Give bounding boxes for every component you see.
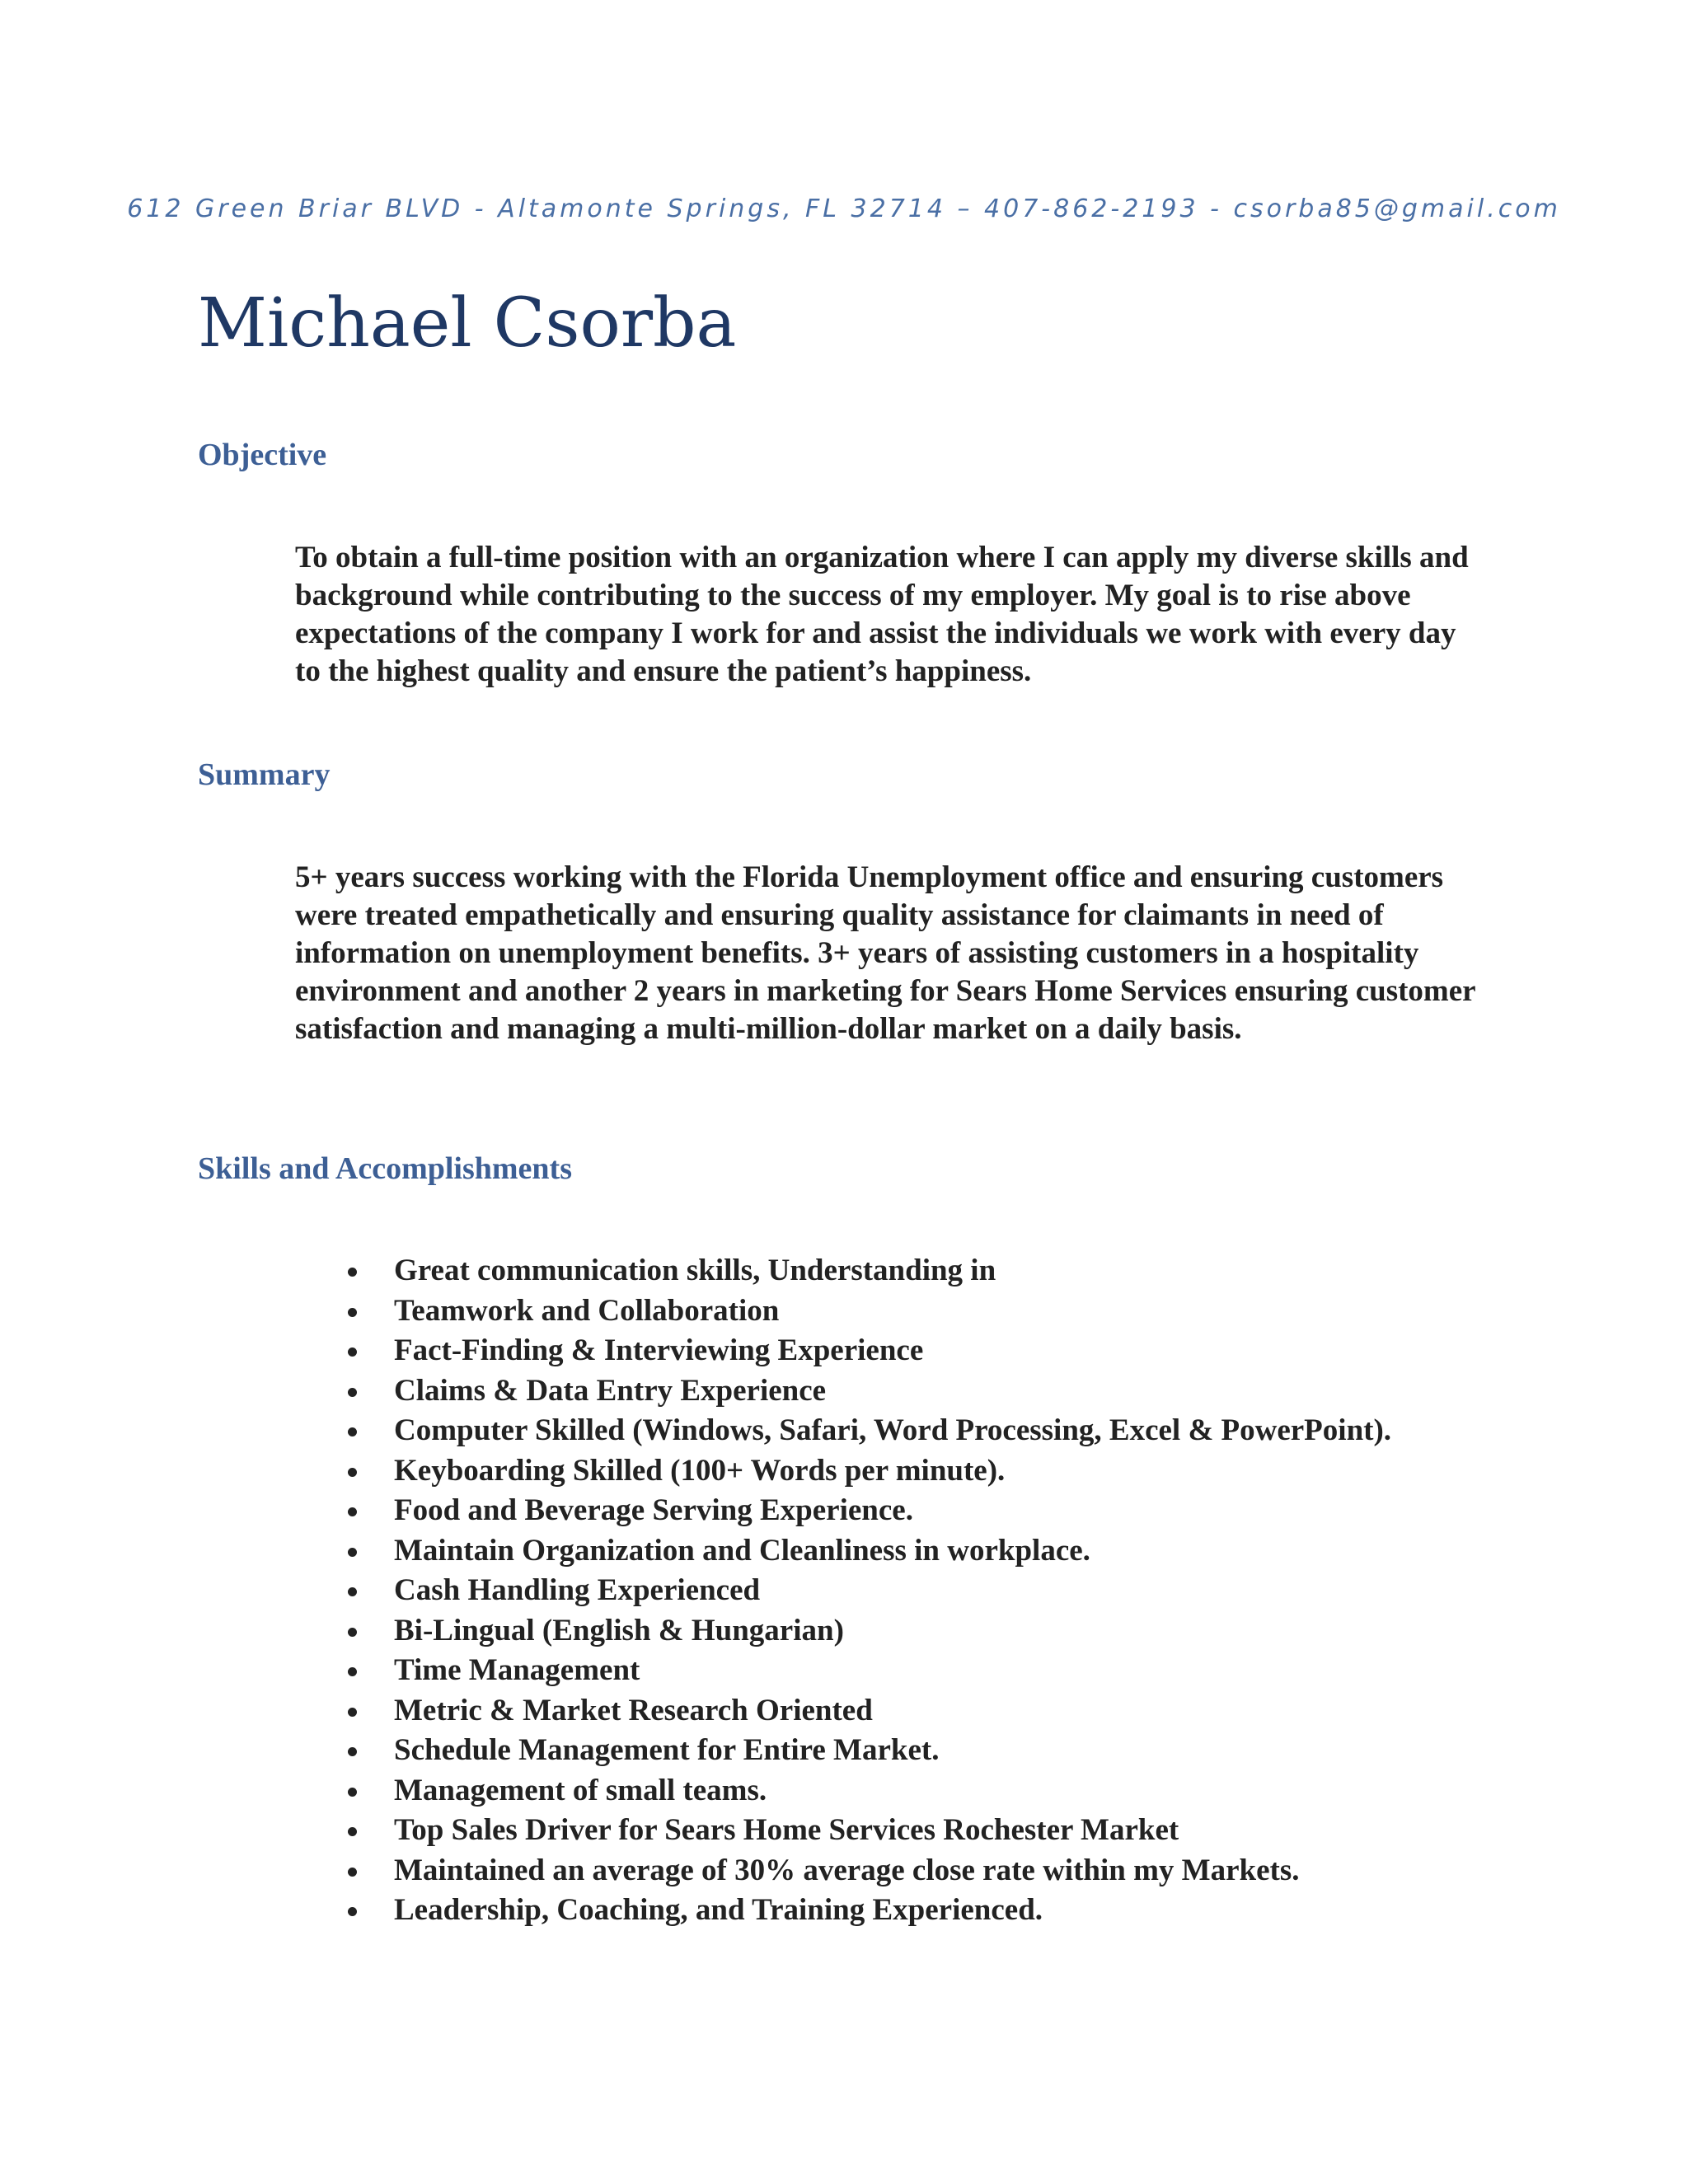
contact-line: 612 Green Briar BLVD - Altamonte Springs, FL 32714 – 407-862-2193 - csorba85@gmail.com	[127, 194, 1561, 223]
bullet-icon	[348, 1667, 357, 1676]
list-item	[346, 1291, 1391, 1332]
bullet-icon	[348, 1628, 357, 1637]
list-item	[346, 1811, 1391, 1851]
bullet-icon	[348, 1827, 357, 1836]
skill-text: Schedule Management for Entire Market.	[394, 1733, 940, 1767]
skill-text: Claims & Data Entry Experience	[394, 1373, 827, 1408]
skill-text: Management of small teams.	[394, 1773, 767, 1807]
list-item	[346, 1331, 1391, 1371]
objective-heading: Objective	[198, 438, 327, 472]
objective-text: To obtain a full-time position with an organization where I can apply my diverse skills and background while contributing to the success of my employer. My goal is to rise above expectations of the company I work for and assist the individuals we work with every day to the highest quality and ensure the patient’s happiness.	[295, 541, 1469, 688]
list-item	[346, 1491, 1391, 1531]
summary-text: 5+ years success working with the Florida Unemployment office and ensuring customers were treated empathetically and ensuring quality assistance for claimants in need of information on unemployment benefits. 3+ years of assisting customers in a hospitality environment and another 2 years in marketing for Sears Home Services ensuring customer satisfaction and managing a multi-million-dollar market on a daily basis.	[295, 860, 1475, 1046]
bullet-icon	[348, 1868, 357, 1877]
bullet-icon	[348, 1468, 357, 1477]
skill-text: Food and Beverage Serving Experience.	[394, 1493, 913, 1527]
skill-text: Metric & Market Research Oriented	[394, 1693, 873, 1727]
list-item	[346, 1371, 1391, 1412]
skill-text: Bi-Lingual (English & Hungarian)	[394, 1613, 844, 1647]
skill-text: Teamwork and Collaboration	[394, 1293, 780, 1328]
bullet-icon	[348, 1548, 357, 1557]
list-item	[346, 1531, 1391, 1572]
list-item	[346, 1451, 1391, 1492]
skill-text: Maintain Organization and Cleanliness in workplace.	[394, 1533, 1090, 1568]
bullet-icon	[348, 1268, 357, 1277]
list-item	[346, 1691, 1391, 1732]
bullet-icon	[348, 1427, 357, 1436]
bullet-icon	[348, 1708, 357, 1717]
bullet-icon	[348, 1388, 357, 1397]
bullet-icon	[348, 1308, 357, 1317]
list-item	[346, 1771, 1391, 1811]
list-item	[346, 1251, 1391, 1291]
skill-text: Top Sales Driver for Sears Home Services Rochester Market	[394, 1813, 1179, 1847]
list-item	[346, 1611, 1391, 1652]
list-item	[346, 1571, 1391, 1611]
skill-text: Great communication skills, Understanding in	[394, 1254, 996, 1287]
list-item	[346, 1851, 1391, 1891]
skill-text: Cash Handling Experienced	[394, 1573, 761, 1607]
list-item	[346, 1731, 1391, 1771]
list-item	[346, 1891, 1391, 1931]
skill-text: Time Management	[394, 1653, 640, 1687]
skill-text: Leadership, Coaching, and Training Experienced.	[394, 1893, 1043, 1927]
skill-text: Maintained an average of 30% average close rate within my Markets.	[394, 1853, 1300, 1887]
bullet-icon	[348, 1507, 357, 1516]
bullet-icon	[348, 1587, 357, 1596]
skills-heading: Skills and Accomplishments	[198, 1151, 572, 1186]
skill-text: Keyboarding Skilled (100+ Words per minute).	[394, 1453, 1006, 1488]
list-item	[346, 1411, 1391, 1451]
bullet-icon	[348, 1907, 357, 1916]
candidate-name: Michael Csorba	[198, 284, 737, 363]
bullet-icon	[348, 1747, 357, 1756]
skill-text: Computer Skilled (Windows, Safari, Word Processing, Excel & PowerPoint).	[394, 1413, 1392, 1447]
list-item	[346, 1651, 1391, 1691]
bullet-icon	[348, 1788, 357, 1797]
skill-text: Fact-Finding & Interviewing Experience	[394, 1333, 924, 1367]
skills-list	[346, 1251, 1391, 1931]
bullet-icon	[348, 1347, 357, 1357]
summary-heading: Summary	[198, 757, 331, 792]
